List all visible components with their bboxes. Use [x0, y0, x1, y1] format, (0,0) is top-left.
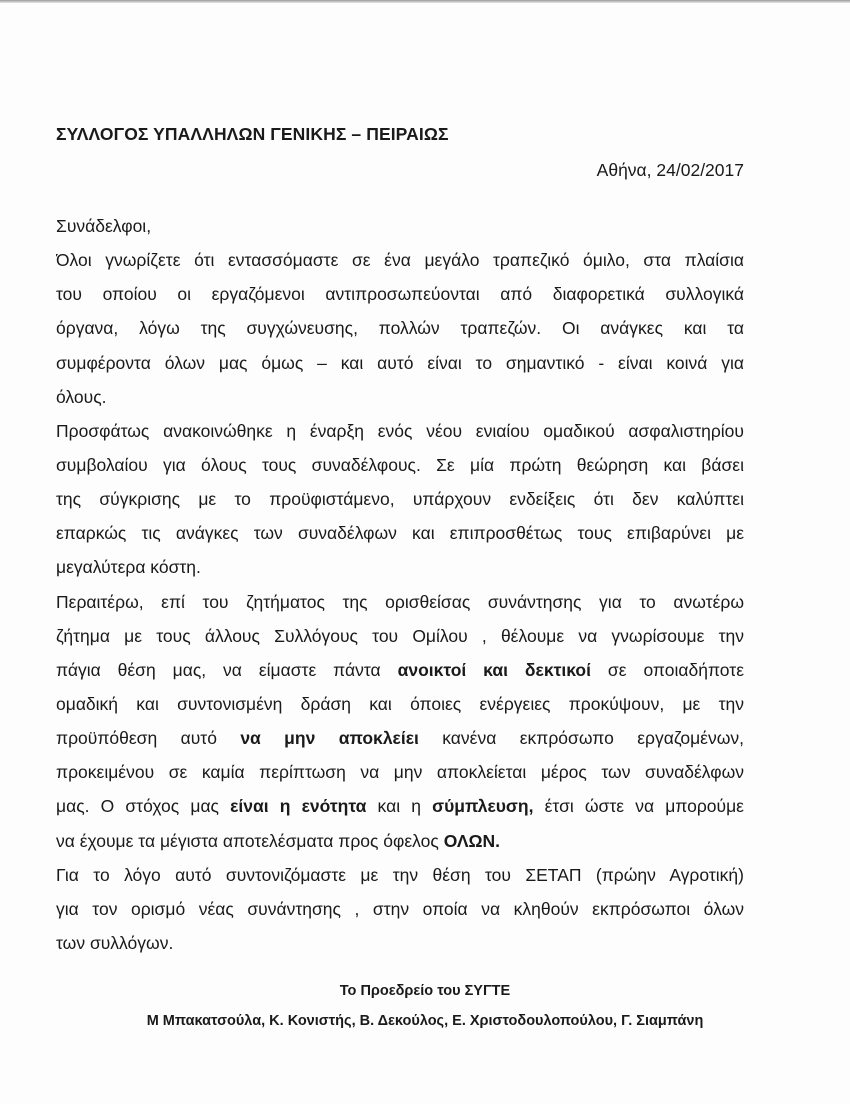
paragraph-3-line — [56, 789, 744, 823]
paragraph-2-line: συμβολαίου για όλους τους συναδέλφους. Σε μία πρώτη θεώρηση και βάσει — [56, 454, 744, 475]
paragraph-3-line: ζήτημα με τους άλλους Συλλόγους του Ομίλου , θέλουμε να γνωρίσουμε την — [56, 625, 744, 646]
letter-body — [56, 209, 744, 960]
paragraph-3-line: ομαδική και συντονισμένη δράση και όποιες ενέργειες προκύψουν, με την — [56, 693, 744, 714]
scan-top-edge — [0, 0, 850, 3]
text-run: μας. Ο στόχος μας — [56, 796, 231, 817]
paragraph-1-line: όργανα, λόγω της συγχώνευσης, πολλών τραπεζών. Οι ανάγκες και τα — [56, 318, 744, 339]
document-title: ΣΥΛΛΟΓΟΣ ΥΠΑΛΛΗΛΩΝ ΓΕΝΙΚΗΣ – ΠΕΙΡΑΙΩΣ — [56, 124, 449, 144]
paragraph-1-line: Όλοι γνωρίζετε ότι εντασσόμαστε σε ένα μεγάλο τραπεζικό όμιλο, στα πλαίσια — [56, 250, 744, 271]
paragraph-2-line: της σύγκρισης με το προϋφιστάμενο, υπάρχουν ενδείξεις ότι δεν καλύπτει — [56, 489, 744, 510]
text-run: σε οποιαδήποτε — [590, 659, 744, 680]
text-run: προϋπόθεση αυτό — [56, 728, 241, 749]
signature-board: Το Προεδρείο του ΣΥΓΤΕ — [339, 983, 511, 999]
text-run: κανένα εκπρόσωπο εργαζομένων, — [418, 728, 744, 749]
greeting: Συνάδελφοι, — [56, 216, 152, 236]
text-run: έτσι ώστε να μπορούμε — [533, 796, 744, 817]
paragraph-1-line: όλους. — [56, 386, 107, 407]
paragraph-1-line: συμφέροντα όλων μας όμως – και αυτό είναι το σημαντικό - είναι κοινά για — [56, 352, 744, 373]
paragraph-2-line: μεγαλύτερα κόστη. — [56, 557, 201, 578]
emphasis-unity: είναι η ενότητα — [230, 796, 367, 817]
text-run: πάγια θέση μας, να είμαστε πάντα — [56, 659, 398, 680]
paragraph-3-line — [56, 721, 744, 755]
emphasis-not-exclude: να μην αποκλείει — [240, 728, 419, 749]
emphasis-all: ΟΛΩΝ. — [443, 830, 501, 851]
paragraph-3-line: προκειμένου σε καμία περίπτωση να μην αποκλείεται μέρος των συναδέλφων — [56, 762, 744, 783]
paragraph-2-line: Προσφάτως ανακοινώθηκε η έναρξη ενός νέου ενιαίου ομαδικού ασφαλιστηρίου — [56, 420, 744, 441]
text-run: να έχουμε τα μέγιστα αποτελέσματα προς όφελος — [56, 830, 444, 851]
document-date: Αθήνα, 24/02/2017 — [596, 160, 744, 180]
paragraph-4-line: για τον ορισμό νέας συνάντησης , στην οποία να κληθούν εκπρόσωποι όλων — [56, 898, 744, 919]
paragraph-4-line: των συλλόγων. — [56, 932, 174, 953]
paragraph-3-line: Περαιτέρω, επί του ζητήματος της ορισθείσας συνάντησης για το ανωτέρω — [56, 591, 744, 612]
emphasis-open-receptive: ανοικτοί και δεκτικοί — [397, 659, 591, 680]
signature-names: Μ Μπακατσούλα, Κ. Κονιστής, Β. Δεκούλος, Ε. Χριστοδουλοπούλου, Γ. Σιαμπάνη — [146, 1013, 704, 1029]
paragraph-2-line: επαρκώς τις ανάγκες των συναδέλφων και επιπροσθέτως τους επιβαρύνει με — [56, 523, 744, 544]
paragraph-4-line: Για το λόγο αυτό συντονιζόμαστε με την θέση του ΣΕΤΑΠ (πρώην Αγροτική) — [56, 864, 744, 885]
paragraph-3-line — [56, 653, 744, 687]
paragraph-3-line — [56, 824, 744, 858]
text-run: και η — [366, 796, 433, 817]
emphasis-alignment: σύμπλευση, — [432, 796, 534, 817]
paragraph-1-line: του οποίου οι εργαζόμενοι αντιπροσωπεύονται από διαφορετικά συλλογικά — [56, 284, 744, 305]
